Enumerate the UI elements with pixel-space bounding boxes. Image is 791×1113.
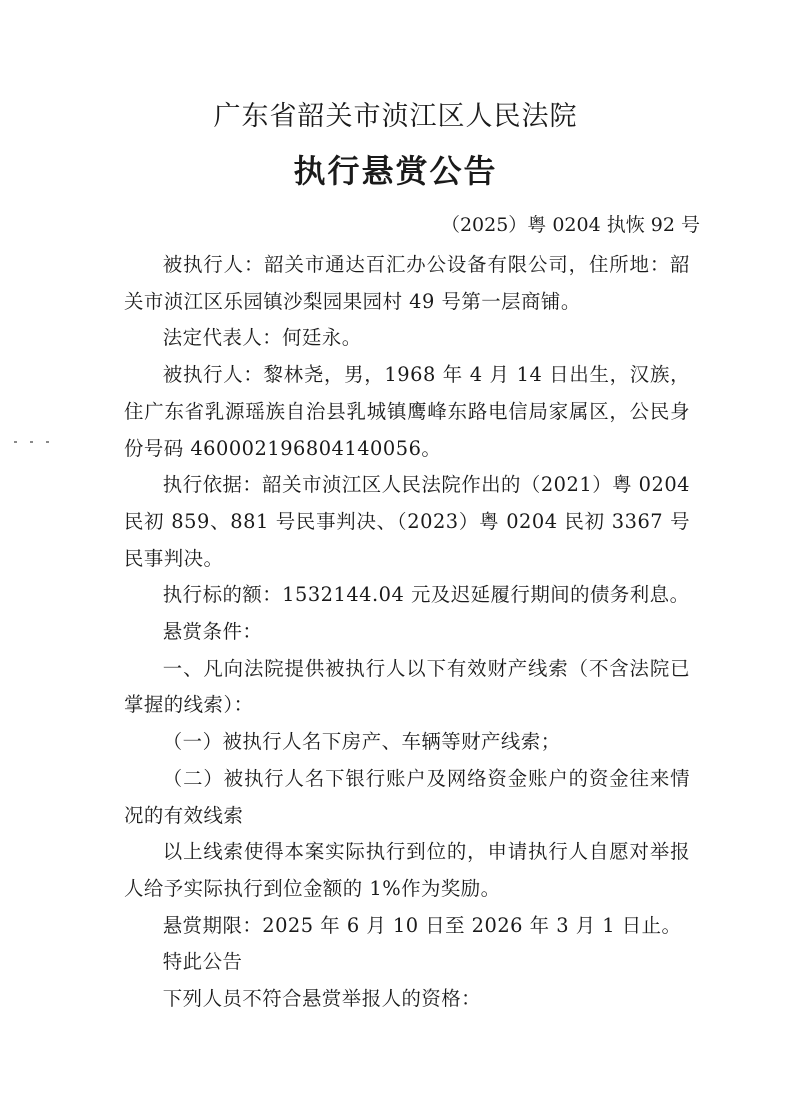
paragraph-enforcement-amount: 执行标的额：1532144.04 元及迟延履行期间的债务利息。	[162, 583, 690, 607]
scan-speck	[30, 441, 33, 443]
case-number: （2025）粤 0204 执恢 92 号	[440, 214, 700, 236]
paragraph-clue-property: （一）被执行人名下房产、车辆等财产线索；	[162, 730, 561, 754]
paragraph-condition-one: 一、凡向法院提供被执行人以下有效财产线索（不含法院已掌握的线索）：	[124, 656, 690, 717]
notice-title: 执行悬赏公告	[293, 152, 498, 190]
paragraph-closing: 特此公告	[162, 950, 243, 974]
notice-body	[124, 247, 690, 1018]
paragraph-reward-conditions: 悬赏条件：	[162, 620, 263, 644]
paragraph-ineligible: 下列人员不符合悬赏举报人的资格：	[162, 987, 482, 1011]
paragraph-reward-period: 悬赏期限：2025 年 6 月 10 日至 2026 年 3 月 1 日止。	[162, 913, 682, 937]
paragraph-respondent-company: 被执行人：韶关市通达百汇办公设备有限公司，住所地：韶关市浈江区乐园镇沙梨园果园村 49 号第一层商铺。	[124, 253, 690, 313]
paragraph-legal-representative: 法定代表人：何廷永。	[162, 326, 362, 350]
court-name: 广东省韶关市浈江区人民法院	[213, 101, 578, 132]
scan-speck	[14, 441, 17, 443]
scan-speck	[46, 441, 49, 443]
paragraph-respondent-person: 被执行人：黎林尧，男，1968 年 4 月 14 日出生，汉族，住广东省乳源瑶族自治县乳城镇鹰峰东路电信局家属区，公民身份号码 460002196804140056。	[124, 363, 690, 460]
paragraph-reward-amount: 以上线索使得本案实际执行到位的，申请执行人自愿对举报人给予实际执行到位金额的 1%作为奖励。	[124, 840, 690, 900]
paragraph-enforcement-basis: 执行依据：韶关市浈江区人民法院作出的（2021）粤 0204 民初 859、881 号民事判决、（2023）粤 0204 民初 3367 号民事判决。	[124, 473, 690, 570]
paragraph-clue-accounts: （二）被执行人名下银行账户及网络资金账户的资金往来情况的有效线索	[124, 766, 690, 827]
